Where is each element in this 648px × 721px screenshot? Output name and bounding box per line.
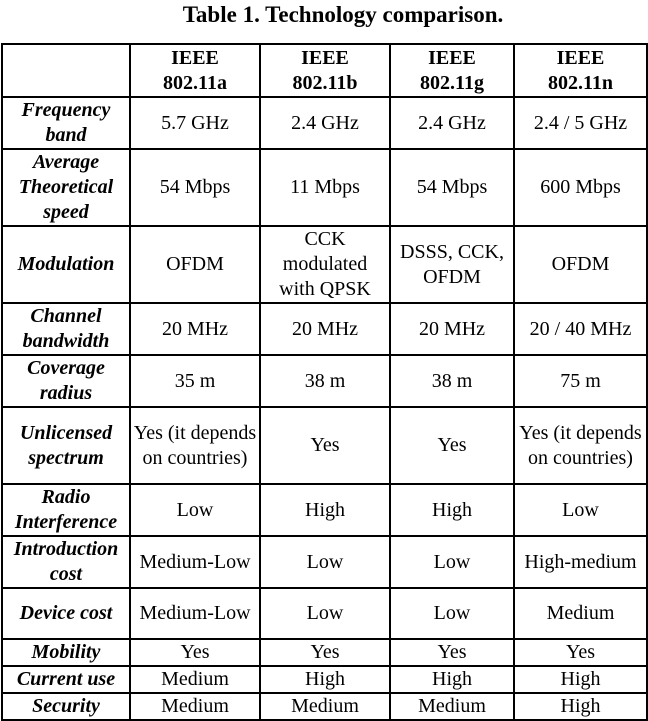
row-header: Frequency band — [2, 97, 130, 149]
table-cell: Medium — [390, 693, 514, 720]
table-cell: Medium-Low — [130, 536, 260, 588]
table-cell: 38 m — [390, 355, 514, 407]
table-cell: 20 / 40 MHz — [514, 303, 647, 355]
row-header: Channel bandwidth — [2, 303, 130, 355]
table-cell: Medium-Low — [130, 588, 260, 639]
table-cell: High — [260, 484, 390, 536]
row-header: Introduction cost — [2, 536, 130, 588]
table-cell: Low — [514, 484, 647, 536]
table-cell: Medium — [260, 693, 390, 720]
table-cell: Low — [260, 588, 390, 639]
table-cell: High — [260, 666, 390, 693]
row-header: Device cost — [2, 588, 130, 639]
table-cell: 2.4 GHz — [390, 97, 514, 149]
table-row — [2, 588, 647, 639]
table-cell: OFDM — [130, 226, 260, 303]
column-header: IEEE 802.11n — [514, 44, 647, 97]
table-cell: Low — [390, 536, 514, 588]
table-cell: Medium — [514, 588, 647, 639]
table-cell: Yes — [390, 639, 514, 666]
table-cell: DSSS, CCK, OFDM — [390, 226, 514, 303]
table-cell: Low — [130, 484, 260, 536]
table-cell: Yes — [260, 639, 390, 666]
table-cell: Yes — [390, 407, 514, 484]
table-cell: 54 Mbps — [390, 149, 514, 226]
table-cell: 2.4 / 5 GHz — [514, 97, 647, 149]
table-row — [2, 666, 647, 693]
table-row — [2, 536, 647, 588]
table-cell: Medium — [130, 693, 260, 720]
table-cell: OFDM — [514, 226, 647, 303]
table-cell: 20 MHz — [130, 303, 260, 355]
row-header: Current use — [2, 666, 130, 693]
table-row — [2, 97, 647, 149]
table-cell: Yes — [260, 407, 390, 484]
header-row — [2, 44, 647, 97]
table-cell: CCK modulated with QPSK — [260, 226, 390, 303]
row-header: Security — [2, 693, 130, 720]
table-cell: High — [390, 484, 514, 536]
table-row — [2, 639, 647, 666]
table-caption: Table 1. Technology comparison. — [182, 2, 504, 27]
table-row — [2, 303, 647, 355]
row-header: Modulation — [2, 226, 130, 303]
table-cell: 20 MHz — [260, 303, 390, 355]
table-row — [2, 407, 647, 484]
column-header: IEEE 802.11b — [260, 44, 390, 97]
table-cell: Medium — [130, 666, 260, 693]
table-cell: Low — [390, 588, 514, 639]
table-cell: Yes (it depends on countries) — [130, 407, 260, 484]
table-cell: Low — [260, 536, 390, 588]
table-cell: Yes (it depends on countries) — [514, 407, 647, 484]
corner-cell — [2, 44, 130, 97]
table-cell: 11 Mbps — [260, 149, 390, 226]
table-row — [2, 149, 647, 226]
row-header: Mobility — [2, 639, 130, 666]
column-header: IEEE 802.11a — [130, 44, 260, 97]
row-header: Radio Interference — [2, 484, 130, 536]
table-cell: 54 Mbps — [130, 149, 260, 226]
table-row — [2, 693, 647, 720]
row-header: Average Theoretical speed — [2, 149, 130, 226]
table-row — [2, 226, 647, 303]
table-cell: High — [390, 666, 514, 693]
table-cell: 5.7 GHz — [130, 97, 260, 149]
table-cell: Yes — [514, 639, 647, 666]
table-cell: 600 Mbps — [514, 149, 647, 226]
technology-comparison-table — [1, 43, 648, 721]
table-row — [2, 355, 647, 407]
row-header: Coverage radius — [2, 355, 130, 407]
table-row — [2, 484, 647, 536]
row-header: Unlicensed spectrum — [2, 407, 130, 484]
table-cell: 20 MHz — [390, 303, 514, 355]
table-cell: 38 m — [260, 355, 390, 407]
table-cell: High-medium — [514, 536, 647, 588]
column-header: IEEE 802.11g — [390, 44, 514, 97]
table-cell: High — [514, 693, 647, 720]
table-cell: High — [514, 666, 647, 693]
table-cell: 2.4 GHz — [260, 97, 390, 149]
table-cell: 75 m — [514, 355, 647, 407]
table-cell: Yes — [130, 639, 260, 666]
table-cell: 35 m — [130, 355, 260, 407]
